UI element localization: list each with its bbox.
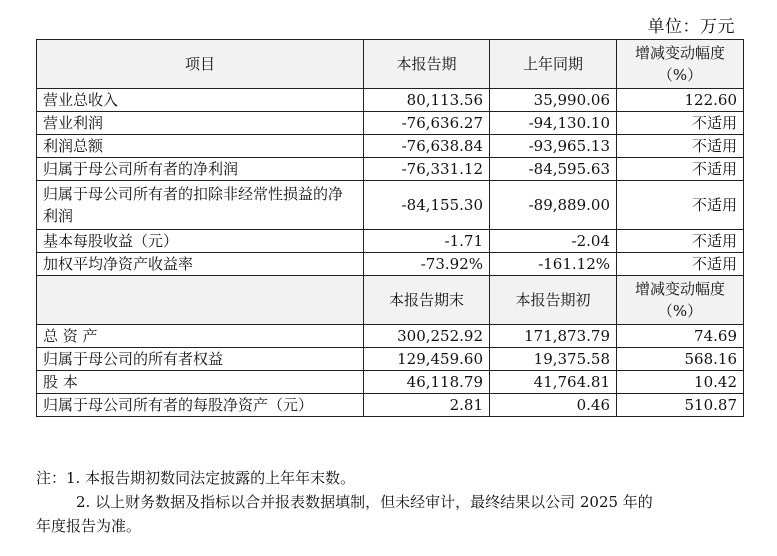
value-cell: 不适用 [617, 253, 744, 276]
value-cell: 41,764.81 [490, 371, 617, 394]
value-cell: 74.69 [617, 325, 744, 348]
table-row [37, 181, 744, 230]
table-row [37, 158, 744, 181]
footnote-2: 2. 以上财务数据及指标以合并报表数据填制，但未经审计，最终结果以公司 2025 年的 [76, 493, 653, 511]
value-cell: 不适用 [617, 112, 744, 135]
value-cell: 不适用 [617, 158, 744, 181]
row-label: 加权平均净资产收益率 [37, 253, 364, 276]
table-row [37, 394, 744, 417]
table-row [37, 135, 744, 158]
value-cell: 10.42 [617, 371, 744, 394]
header-cell: 项目 [37, 40, 364, 89]
value-cell: 35,990.06 [490, 89, 617, 112]
header-cell: 上年同期 [490, 40, 617, 89]
value-cell: -73.92% [364, 253, 490, 276]
value-cell: 不适用 [617, 181, 744, 230]
value-cell: -76,331.12 [364, 158, 490, 181]
value-cell: 510.87 [617, 394, 744, 417]
value-cell: 129,459.60 [364, 348, 490, 371]
footnote-2-continued: 年度报告为准。 [36, 517, 142, 535]
value-cell: -2.04 [490, 230, 617, 253]
value-cell: 不适用 [617, 230, 744, 253]
row-label: 营业利润 [37, 112, 364, 135]
row-label: 股 本 [37, 371, 364, 394]
value-cell: -1.71 [364, 230, 490, 253]
value-cell: -161.12% [490, 253, 617, 276]
row-label: 归属于母公司所有者的净利润 [37, 158, 364, 181]
value-cell: -76,636.27 [364, 112, 490, 135]
value-cell: -84,155.30 [364, 181, 490, 230]
header-cell: 本报告期末 [364, 276, 490, 325]
value-cell: -89,889.00 [490, 181, 617, 230]
value-cell: 171,873.79 [490, 325, 617, 348]
table-row [37, 325, 744, 348]
row-label: 归属于母公司所有者的扣除非经常性损益的净利润 [37, 181, 364, 230]
value-cell: -94,130.10 [490, 112, 617, 135]
row-label: 营业总收入 [37, 89, 364, 112]
table-header-row [37, 276, 744, 325]
footnotes [36, 466, 743, 538]
unit-label: 单位：万元 [647, 17, 735, 37]
value-cell: 46,118.79 [364, 371, 490, 394]
header-cell: 增减变动幅度（%） [617, 40, 744, 89]
financial-summary-table [36, 39, 744, 417]
value-cell: 122.60 [617, 89, 744, 112]
row-label: 基本每股收益（元） [37, 230, 364, 253]
footnote-1: 注：1. 本报告期初数同法定披露的上年年末数。 [36, 469, 356, 487]
row-label: 总 资 产 [37, 325, 364, 348]
row-label: 归属于母公司的所有者权益 [37, 348, 364, 371]
table-row [37, 371, 744, 394]
value-cell: 300,252.92 [364, 325, 490, 348]
value-cell: 568.16 [617, 348, 744, 371]
value-cell: -84,595.63 [490, 158, 617, 181]
value-cell: -76,638.84 [364, 135, 490, 158]
header-cell: 本报告期 [364, 40, 490, 89]
value-cell: 2.81 [364, 394, 490, 417]
table-header-row [37, 40, 744, 89]
value-cell: 19,375.58 [490, 348, 617, 371]
table-row [37, 112, 744, 135]
value-cell: 80,113.56 [364, 89, 490, 112]
value-cell: -93,965.13 [490, 135, 617, 158]
table-row [37, 348, 744, 371]
header-cell: 增减变动幅度（%） [617, 276, 744, 325]
table-row [37, 230, 744, 253]
value-cell: 不适用 [617, 135, 744, 158]
header-cell [37, 276, 364, 325]
header-cell: 本报告期初 [490, 276, 617, 325]
table-row [37, 89, 744, 112]
row-label: 利润总额 [37, 135, 364, 158]
table-row [37, 253, 744, 276]
value-cell: 0.46 [490, 394, 617, 417]
row-label: 归属于母公司所有者的每股净资产（元） [37, 394, 364, 417]
